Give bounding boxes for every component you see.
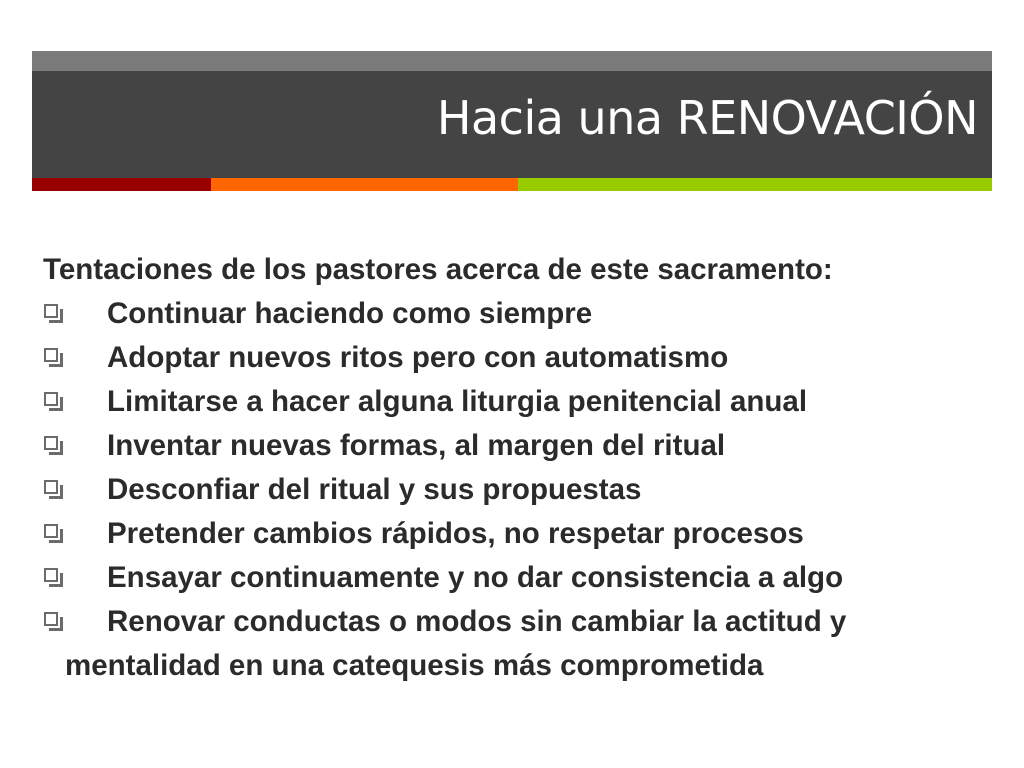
slide-body bbox=[43, 248, 993, 688]
list-item-text: Inventar nuevas formas, al margen del ritual bbox=[107, 429, 726, 462]
list-item-text: Pretender cambios rápidos, no respetar procesos bbox=[107, 517, 804, 550]
list-item-text-line1: Renovar conductas o modos sin cambiar la actitud y bbox=[107, 605, 847, 638]
square-bullet-icon bbox=[44, 480, 58, 494]
list-item bbox=[43, 600, 983, 688]
square-bullet-icon bbox=[44, 524, 58, 538]
list-item bbox=[43, 292, 993, 336]
list-item-text: Adoptar nuevos ritos pero con automatismo bbox=[107, 341, 729, 374]
list-item-text-line2: mentalidad en una catequesis más comprometida bbox=[65, 649, 764, 682]
accent-green bbox=[518, 178, 992, 191]
intro-text: Tentaciones de los pastores acerca de este sacramento: bbox=[43, 253, 833, 286]
square-bullet-icon bbox=[44, 392, 58, 406]
accent-stripe bbox=[32, 178, 992, 191]
square-bullet-icon bbox=[44, 436, 58, 450]
list-item-text: Continuar haciendo como siempre bbox=[107, 297, 593, 330]
list-item bbox=[43, 468, 993, 512]
square-bullet-icon bbox=[44, 304, 58, 318]
list-item-text: Limitarse a hacer alguna liturgia penitencial anual bbox=[107, 385, 808, 418]
list-item bbox=[43, 336, 993, 380]
list-item bbox=[43, 512, 993, 556]
list-item bbox=[43, 556, 993, 600]
list-item bbox=[43, 380, 993, 424]
square-bullet-icon bbox=[44, 612, 58, 626]
header-bar bbox=[32, 71, 992, 178]
bullet-list bbox=[43, 292, 993, 688]
list-item-text: Ensayar continuamente y no dar consistencia a algo bbox=[107, 561, 844, 594]
list-item bbox=[43, 424, 993, 468]
square-bullet-icon bbox=[44, 568, 58, 582]
slide-title: Hacia una RENOVACIÓN bbox=[436, 91, 978, 145]
header-top-band bbox=[32, 51, 992, 71]
square-bullet-icon bbox=[44, 348, 58, 362]
accent-orange bbox=[211, 178, 518, 191]
accent-red bbox=[32, 178, 211, 191]
list-item-text: Desconfiar del ritual y sus propuestas bbox=[107, 473, 642, 506]
